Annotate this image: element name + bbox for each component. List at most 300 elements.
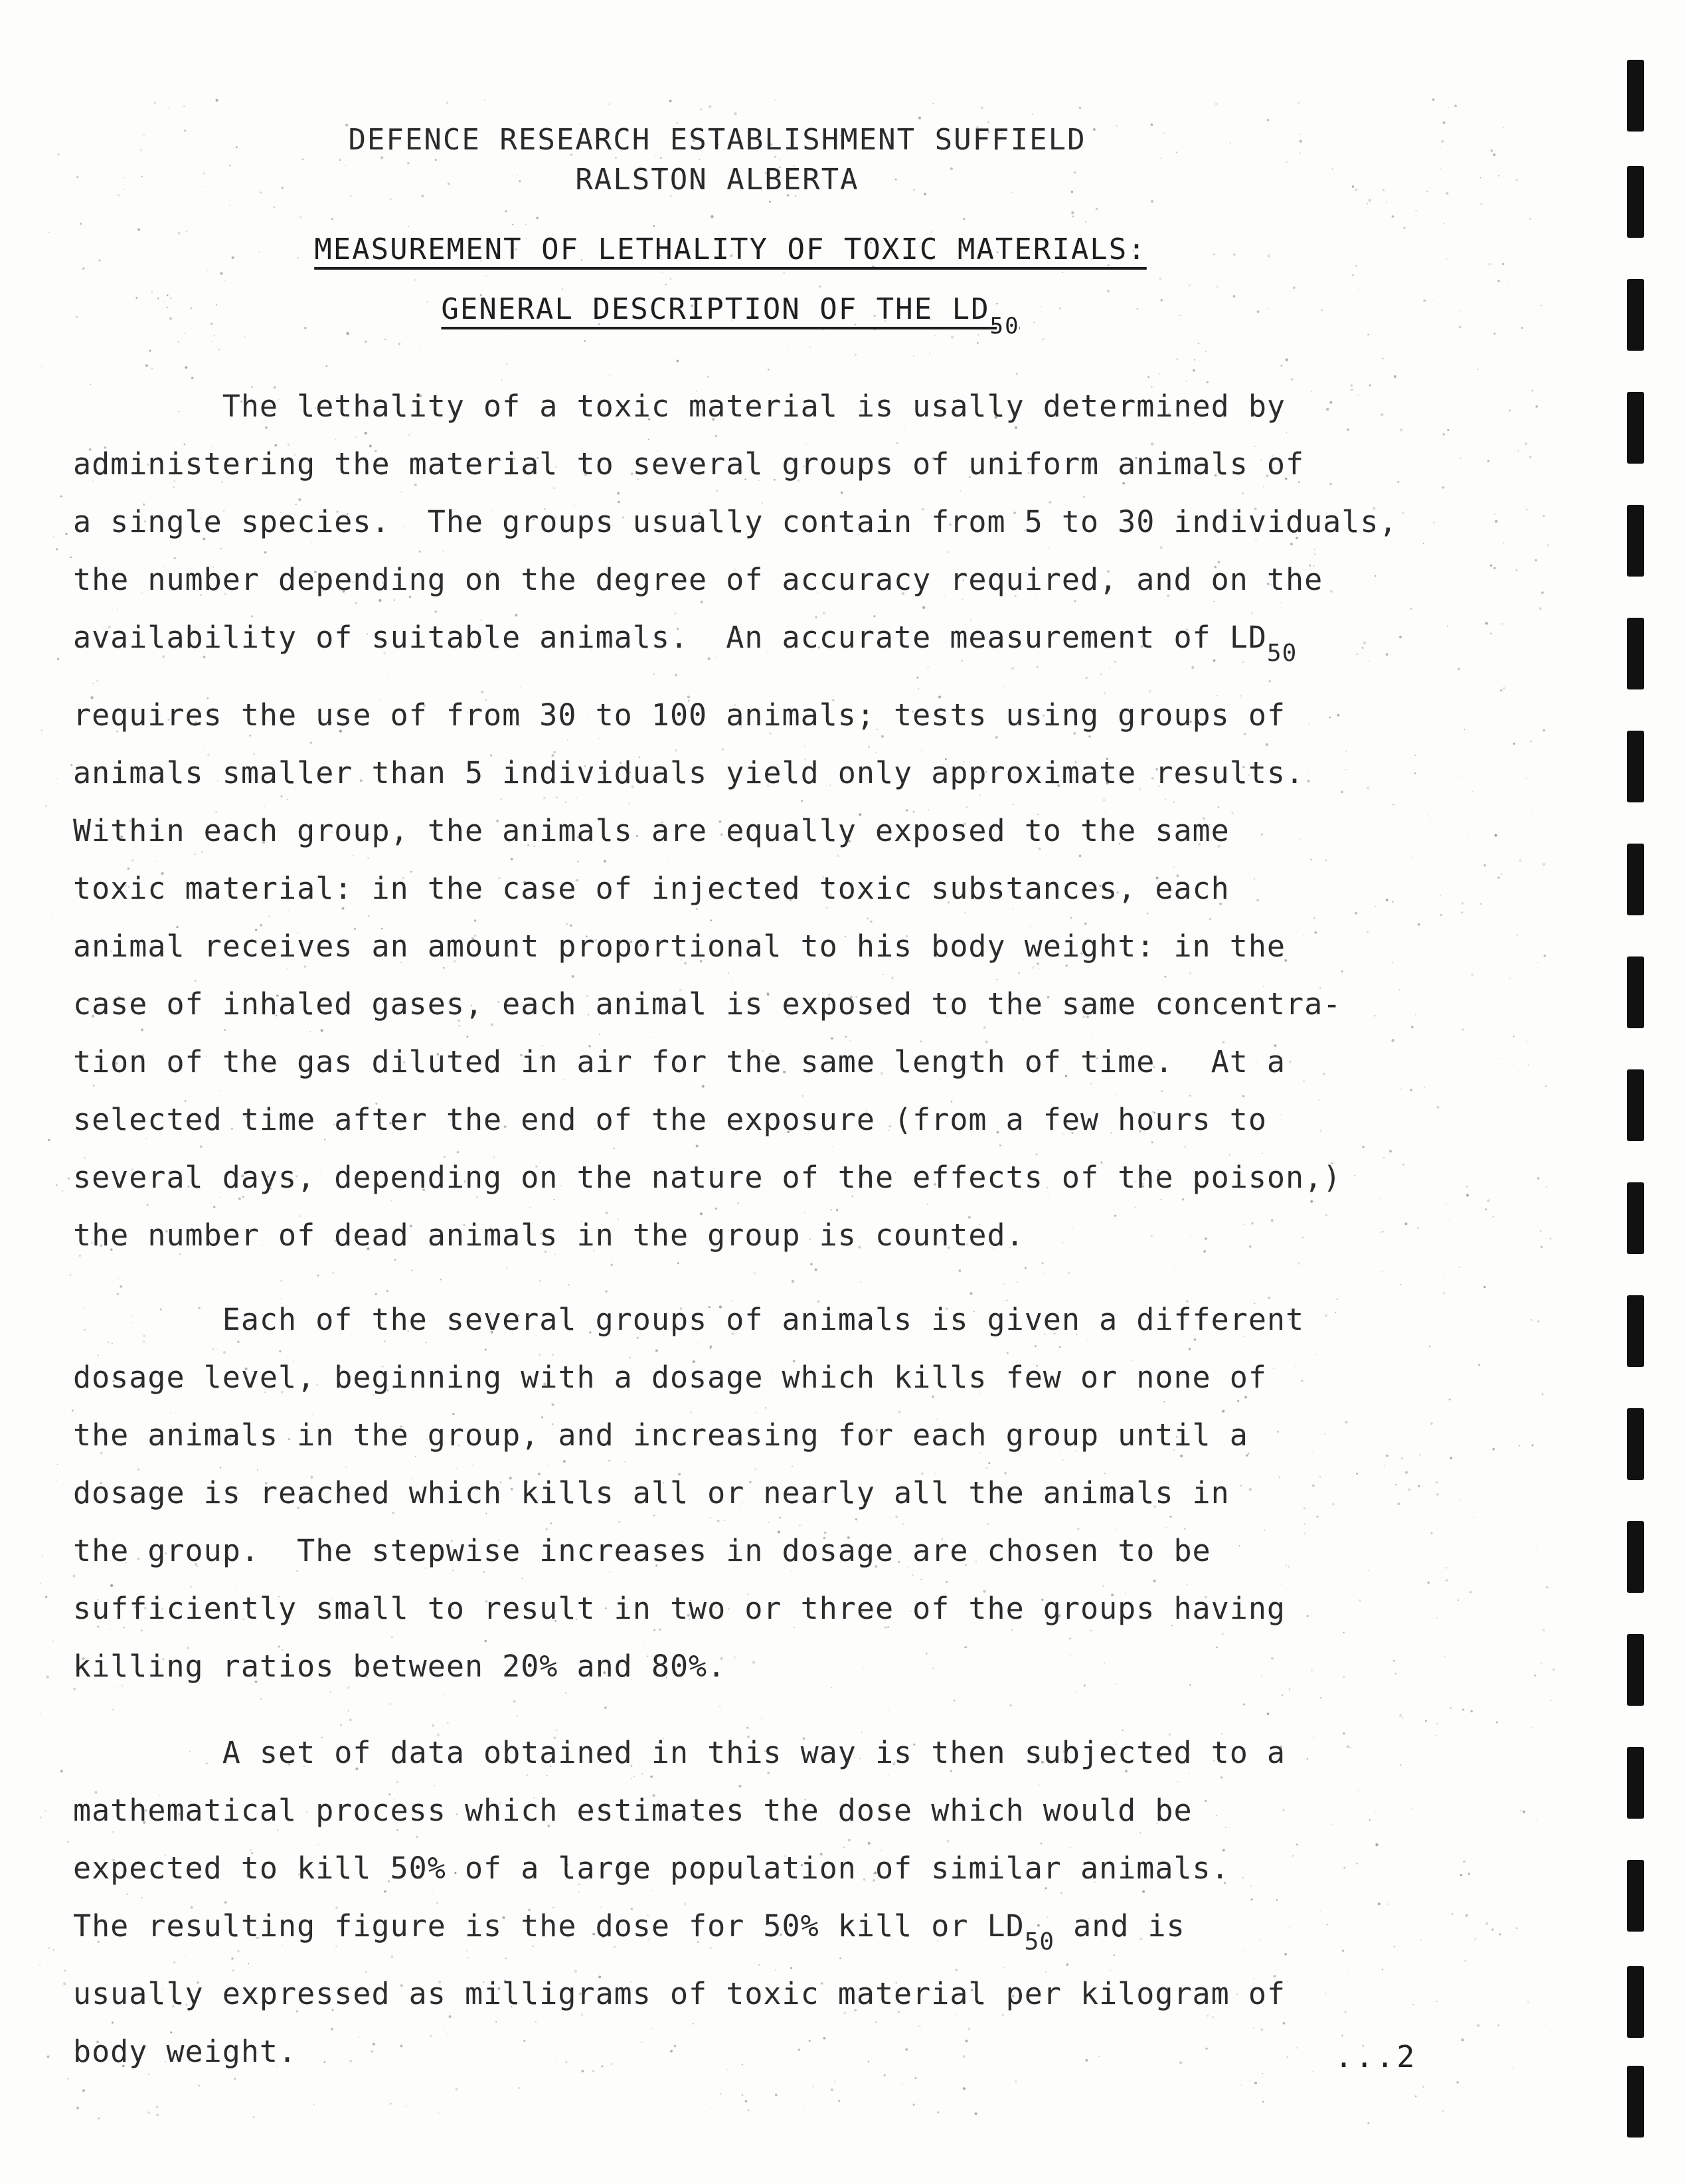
speckle-dot xyxy=(1375,1811,1377,1812)
speckle-dot xyxy=(1267,1712,1270,1715)
speckle-dot xyxy=(349,1719,352,1722)
speckle-dot xyxy=(1529,456,1531,458)
speckle-dot xyxy=(1543,729,1545,732)
speckle-dot xyxy=(1282,1809,1284,1811)
edge-mark xyxy=(1627,1634,1644,1706)
speckle-dot xyxy=(648,439,649,440)
speckle-dot xyxy=(801,800,803,802)
speckle-dot xyxy=(929,353,930,354)
speckle-dot xyxy=(288,909,290,911)
speckle-dot xyxy=(1301,1380,1304,1382)
speckle-dot xyxy=(335,1946,337,1947)
speckle-dot xyxy=(1517,450,1519,452)
speckle-dot xyxy=(906,809,908,812)
p1-line7: animals smaller than 5 individuals yield only approximate results. xyxy=(73,755,1305,790)
speckle-dot xyxy=(576,797,577,798)
speckle-dot xyxy=(1324,1433,1325,1435)
speckle-dot xyxy=(278,1646,280,1648)
speckle-dot xyxy=(342,907,345,910)
edge-mark xyxy=(1627,618,1644,689)
speckle-dot xyxy=(1263,486,1264,487)
speckle-dot xyxy=(927,1204,928,1205)
speckle-dot xyxy=(1537,962,1539,963)
speckle-dot xyxy=(1474,1938,1476,1940)
speckle-dot xyxy=(870,921,873,923)
speckle-dot xyxy=(512,224,513,225)
speckle-dot xyxy=(1419,1454,1421,1456)
speckle-dot xyxy=(1268,1297,1270,1299)
speckle-dot xyxy=(60,1770,63,1772)
speckle-dot xyxy=(881,735,884,738)
speckle-dot xyxy=(1007,1352,1009,1354)
speckle-dot xyxy=(1357,1790,1359,1791)
speckle-dot xyxy=(572,975,574,978)
speckle-dot xyxy=(568,1284,570,1285)
speckle-dot xyxy=(216,99,218,102)
speckle-dot xyxy=(979,794,980,796)
speckle-dot xyxy=(1444,1656,1446,1657)
speckle-dot xyxy=(207,270,208,272)
speckle-dot xyxy=(676,360,679,363)
speckle-dot xyxy=(1441,140,1444,143)
speckle-dot xyxy=(614,1946,616,1948)
speckle-dot xyxy=(1251,612,1252,614)
speckle-dot xyxy=(985,1041,988,1044)
speckle-dot xyxy=(1400,1284,1401,1285)
p1-line5-subscript: 50 xyxy=(1266,640,1298,667)
speckle-dot xyxy=(1122,482,1125,485)
speckle-dot xyxy=(248,1963,249,1964)
speckle-dot xyxy=(1191,666,1194,669)
speckle-dot xyxy=(40,1156,41,1157)
edge-mark xyxy=(1627,392,1644,464)
speckle-dot xyxy=(1458,1599,1459,1601)
speckle-dot xyxy=(1164,976,1166,978)
speckle-dot xyxy=(1355,912,1357,915)
speckle-dot xyxy=(1222,1041,1224,1043)
speckle-dot xyxy=(1180,1455,1183,1457)
speckle-dot xyxy=(556,1729,558,1731)
speckle-dot xyxy=(47,2055,50,2058)
speckle-dot xyxy=(56,1184,58,1186)
speckle-dot xyxy=(707,376,709,378)
speckle-dot xyxy=(1072,216,1074,218)
speckle-dot xyxy=(1394,375,1396,378)
speckle-dot xyxy=(1255,540,1256,541)
speckle-dot xyxy=(1151,386,1152,387)
speckle-dot xyxy=(1242,1095,1245,1098)
speckle-dot xyxy=(553,488,554,489)
speckle-dot xyxy=(926,1653,928,1655)
speckle-dot xyxy=(1173,866,1175,867)
speckle-dot xyxy=(1229,1154,1230,1156)
speckle-dot xyxy=(1497,877,1499,879)
speckle-dot xyxy=(1454,105,1457,108)
speckle-dot xyxy=(1467,837,1468,838)
speckle-dot xyxy=(1464,1960,1466,1962)
speckle-dot xyxy=(141,1028,143,1031)
p1-line3: a single species. The groups usually contain from 5 to 30 individuals, xyxy=(73,504,1398,539)
speckle-dot xyxy=(332,1271,335,1274)
speckle-dot xyxy=(1487,1200,1489,1202)
speckle-dot xyxy=(1446,1580,1448,1582)
speckle-dot xyxy=(1086,677,1088,679)
speckle-dot xyxy=(1013,908,1014,909)
speckle-dot xyxy=(1496,1721,1498,1723)
speckle-dot xyxy=(1402,1717,1404,1719)
speckle-dot xyxy=(1205,1800,1207,1802)
speckle-dot xyxy=(1523,164,1524,165)
speckle-dot xyxy=(920,2026,921,2027)
speckle-dot xyxy=(867,917,869,919)
speckle-dot xyxy=(1296,1844,1298,1846)
speckle-dot xyxy=(1541,591,1544,594)
speckle-dot xyxy=(655,1349,658,1352)
speckle-dot xyxy=(513,1700,516,1702)
speckle-dot xyxy=(768,369,770,371)
speckle-dot xyxy=(1239,1545,1240,1546)
speckle-dot xyxy=(1326,408,1329,410)
speckle-dot xyxy=(886,201,887,202)
speckle-dot xyxy=(1298,102,1300,104)
speckle-dot xyxy=(1521,327,1523,329)
speckle-dot xyxy=(1304,935,1305,937)
speckle-dot xyxy=(65,533,67,535)
speckle-dot xyxy=(747,2109,750,2112)
speckle-dot xyxy=(365,432,367,434)
speckle-dot xyxy=(1405,1222,1408,1225)
speckle-dot xyxy=(394,599,395,600)
speckle-dot xyxy=(1541,1663,1543,1665)
speckle-dot xyxy=(1531,390,1533,392)
speckle-dot xyxy=(1535,1675,1537,1677)
speckle-dot xyxy=(1043,1273,1045,1274)
speckle-dot xyxy=(1268,680,1271,683)
speckle-dot xyxy=(669,100,672,102)
title-text: GENERAL DESCRIPTION OF THE LD xyxy=(441,292,990,326)
speckle-dot xyxy=(61,1233,62,1234)
speckle-dot xyxy=(408,434,410,436)
speckle-dot xyxy=(1035,1153,1038,1156)
speckle-dot xyxy=(1212,2017,1214,2019)
speckle-dot xyxy=(1025,1267,1027,1269)
speckle-dot xyxy=(1165,799,1166,800)
speckle-dot xyxy=(1062,272,1063,273)
speckle-dot xyxy=(1005,1472,1007,1474)
speckle-dot xyxy=(975,2112,977,2115)
speckle-dot xyxy=(802,1095,803,1097)
speckle-dot xyxy=(1369,1819,1371,1821)
speckle-dot xyxy=(1345,769,1347,771)
speckle-dot xyxy=(611,1264,613,1266)
speckle-dot xyxy=(1495,520,1497,523)
speckle-dot xyxy=(1104,692,1106,693)
speckle-dot xyxy=(912,1574,914,1576)
speckle-dot xyxy=(734,112,737,115)
speckle-dot xyxy=(1266,743,1268,746)
speckle-dot xyxy=(1142,1890,1145,1893)
speckle-dot xyxy=(718,1706,720,1708)
speckle-dot xyxy=(1314,553,1316,555)
speckle-dot xyxy=(232,1969,234,1972)
speckle-dot xyxy=(684,1903,687,1906)
speckle-dot xyxy=(1493,333,1495,335)
speckle-dot xyxy=(1209,918,1211,920)
speckle-dot xyxy=(432,1890,433,1891)
speckle-dot xyxy=(1349,1747,1351,1748)
speckle-dot xyxy=(157,860,158,862)
speckle-dot xyxy=(137,228,140,231)
speckle-dot xyxy=(1249,1488,1252,1491)
speckle-dot xyxy=(1443,1292,1446,1295)
speckle-dot xyxy=(812,2086,814,2088)
speckle-dot xyxy=(1311,391,1313,392)
speckle-dot xyxy=(1261,834,1263,836)
speckle-dot xyxy=(913,355,914,357)
speckle-dot xyxy=(359,2037,361,2038)
speckle-dot xyxy=(1310,1200,1313,1203)
speckle-dot xyxy=(752,1661,755,1663)
speckle-dot xyxy=(61,1190,63,1192)
speckle-dot xyxy=(1420,1939,1421,1940)
speckle-dot xyxy=(44,1810,46,1811)
speckle-dot xyxy=(1466,1914,1468,1917)
speckle-dot xyxy=(456,1468,458,1470)
speckle-dot xyxy=(1500,689,1503,692)
speckle-dot xyxy=(1078,106,1081,109)
speckle-dot xyxy=(391,1956,394,1958)
speckle-dot xyxy=(1513,2068,1514,2069)
speckle-dot xyxy=(1213,601,1215,602)
speckle-dot xyxy=(282,1945,283,1946)
speckle-dot xyxy=(1314,917,1315,919)
speckle-dot xyxy=(518,2087,520,2089)
speckle-dot xyxy=(699,159,701,160)
speckle-dot xyxy=(204,748,205,749)
speckle-dot xyxy=(1459,1267,1460,1268)
speckle-dot xyxy=(592,2070,594,2072)
speckle-dot xyxy=(501,380,503,381)
speckle-dot xyxy=(493,1156,495,1158)
speckle-dot xyxy=(1369,660,1370,662)
speckle-dot xyxy=(1072,1227,1073,1228)
speckle-dot xyxy=(126,1894,127,1895)
speckle-dot xyxy=(1011,667,1014,670)
speckle-dot xyxy=(131,860,134,862)
speckle-dot xyxy=(889,1517,890,1518)
speckle-dot xyxy=(400,2045,402,2047)
speckle-dot xyxy=(98,1626,100,1628)
speckle-dot xyxy=(447,2034,448,2035)
speckle-dot xyxy=(1242,1877,1244,1878)
speckle-dot xyxy=(999,2037,1001,2038)
speckle-dot xyxy=(755,1272,756,1273)
speckle-dot xyxy=(1509,978,1510,979)
speckle-dot xyxy=(67,2078,68,2079)
speckle-dot xyxy=(1367,786,1369,789)
speckle-dot xyxy=(843,1847,845,1849)
speckle-dot xyxy=(198,2085,200,2087)
speckle-dot xyxy=(82,267,85,270)
speckle-dot xyxy=(67,1841,69,1843)
speckle-dot xyxy=(311,543,313,544)
speckle-dot xyxy=(1531,1727,1532,1728)
speckle-dot xyxy=(863,1667,864,1668)
speckle-dot xyxy=(1231,812,1233,814)
speckle-dot xyxy=(1345,751,1347,752)
speckle-dot xyxy=(1477,369,1479,370)
p2-line7: killing ratios between 20% and 80%. xyxy=(73,1649,726,1684)
speckle-dot xyxy=(212,341,213,342)
speckle-dot xyxy=(1319,1476,1321,1478)
speckle-dot xyxy=(1194,359,1195,361)
speckle-dot xyxy=(758,1964,760,1966)
speckle-dot xyxy=(1424,1087,1425,1088)
speckle-dot xyxy=(653,225,655,227)
speckle-dot xyxy=(1544,955,1546,956)
speckle-dot xyxy=(279,1350,281,1352)
speckle-dot xyxy=(82,2089,85,2092)
speckle-dot xyxy=(1440,895,1441,897)
speckle-dot xyxy=(1497,280,1499,282)
speckle-dot xyxy=(1177,1781,1179,1783)
p1-line8: Within each group, the animals are equally exposed to the same xyxy=(73,813,1230,848)
speckle-dot xyxy=(738,1785,741,1787)
speckle-dot xyxy=(515,614,517,616)
speckle-dot xyxy=(1225,1827,1226,1828)
p3-line4 xyxy=(73,1908,1185,1956)
speckle-dot xyxy=(268,915,270,917)
speckle-dot xyxy=(425,1342,426,1343)
speckle-dot xyxy=(584,340,586,342)
speckle-dot xyxy=(983,1026,986,1029)
speckle-dot xyxy=(826,907,828,909)
speckle-dot xyxy=(633,1776,634,1777)
speckle-dot xyxy=(947,551,949,553)
speckle-dot xyxy=(148,2074,149,2075)
speckle-dot xyxy=(527,1774,529,1776)
speckle-dot xyxy=(1237,1400,1239,1402)
speckle-dot xyxy=(667,859,669,860)
speckle-dot xyxy=(1491,149,1493,152)
speckle-dot xyxy=(963,2087,966,2090)
speckle-dot xyxy=(110,1628,111,1629)
speckle-dot xyxy=(1485,1208,1487,1210)
speckle-dot xyxy=(1307,773,1308,774)
speckle-dot xyxy=(790,1967,792,1969)
speckle-dot xyxy=(200,1145,203,1148)
speckle-dot xyxy=(146,1138,147,1140)
speckle-dot xyxy=(604,860,606,863)
speckle-dot xyxy=(1085,221,1086,223)
speckle-dot xyxy=(1543,515,1545,517)
edge-mark xyxy=(1627,1295,1644,1367)
speckle-dot xyxy=(1189,1773,1190,1774)
speckle-dot xyxy=(653,1514,655,1516)
speckle-dot xyxy=(1343,1866,1345,1868)
speckle-dot xyxy=(481,691,483,693)
speckle-dot xyxy=(868,746,870,748)
speckle-dot xyxy=(238,1198,241,1200)
speckle-dot xyxy=(698,1342,699,1343)
edge-mark xyxy=(1627,505,1644,577)
speckle-dot xyxy=(1289,1926,1290,1928)
speckle-dot xyxy=(117,1686,118,1688)
speckle-dot xyxy=(1445,1567,1447,1569)
speckle-dot xyxy=(392,1512,394,1514)
speckle-dot xyxy=(491,1024,493,1026)
speckle-dot xyxy=(1441,938,1442,939)
speckle-dot xyxy=(401,491,402,492)
speckle-dot xyxy=(1332,1503,1335,1506)
speckle-dot xyxy=(1184,1528,1186,1530)
speckle-dot xyxy=(1189,1684,1191,1686)
speckle-dot xyxy=(724,1520,725,1521)
speckle-dot xyxy=(416,1836,418,1839)
speckle-dot xyxy=(1383,358,1384,359)
speckle-dot xyxy=(1367,2122,1369,2124)
speckle-dot xyxy=(155,2106,158,2108)
speckle-dot xyxy=(539,1354,541,1356)
speckle-dot xyxy=(1543,1629,1545,1632)
speckle-dot xyxy=(56,1480,57,1481)
speckle-dot xyxy=(1399,1714,1402,1717)
speckle-dot xyxy=(504,327,507,330)
speckle-dot xyxy=(1114,661,1116,662)
speckle-dot xyxy=(191,377,194,379)
speckle-dot xyxy=(1477,2024,1479,2027)
speckle-dot xyxy=(1543,863,1545,865)
speckle-dot xyxy=(823,612,825,614)
speckle-dot xyxy=(598,738,600,739)
speckle-dot xyxy=(1433,522,1434,523)
speckle-dot xyxy=(52,1641,54,1642)
speckle-dot xyxy=(1248,1453,1250,1455)
speckle-dot xyxy=(411,1269,412,1271)
speckle-dot xyxy=(1099,2056,1100,2057)
speckle-dot xyxy=(1085,2059,1088,2062)
speckle-dot xyxy=(452,1570,454,1571)
speckle-dot xyxy=(339,159,341,161)
speckle-dot xyxy=(1345,2011,1347,2013)
speckle-dot xyxy=(708,658,711,660)
speckle-dot xyxy=(304,965,307,968)
speckle-dot xyxy=(916,677,918,679)
speckle-dot xyxy=(582,2014,584,2016)
speckle-dot xyxy=(389,1702,392,1705)
speckle-dot xyxy=(1325,1315,1327,1317)
speckle-dot xyxy=(1088,735,1090,737)
speckle-dot xyxy=(754,1273,755,1274)
speckle-dot xyxy=(384,1340,385,1342)
speckle-dot xyxy=(1501,873,1503,875)
speckle-dot xyxy=(1314,549,1315,550)
speckle-dot xyxy=(1485,1922,1488,1925)
speckle-dot xyxy=(1386,899,1389,901)
speckle-dot xyxy=(500,798,502,800)
speckle-dot xyxy=(1293,286,1296,289)
speckle-dot xyxy=(838,2100,840,2102)
speckle-dot xyxy=(304,327,307,329)
speckle-dot xyxy=(799,1524,801,1527)
speckle-dot xyxy=(1463,1861,1466,1863)
speckle-dot xyxy=(195,854,196,855)
speckle-dot xyxy=(1375,1843,1378,1846)
speckle-dot xyxy=(577,861,579,863)
speckle-dot xyxy=(939,1079,940,1081)
speckle-dot xyxy=(1541,305,1542,306)
speckle-dot xyxy=(610,2063,613,2066)
